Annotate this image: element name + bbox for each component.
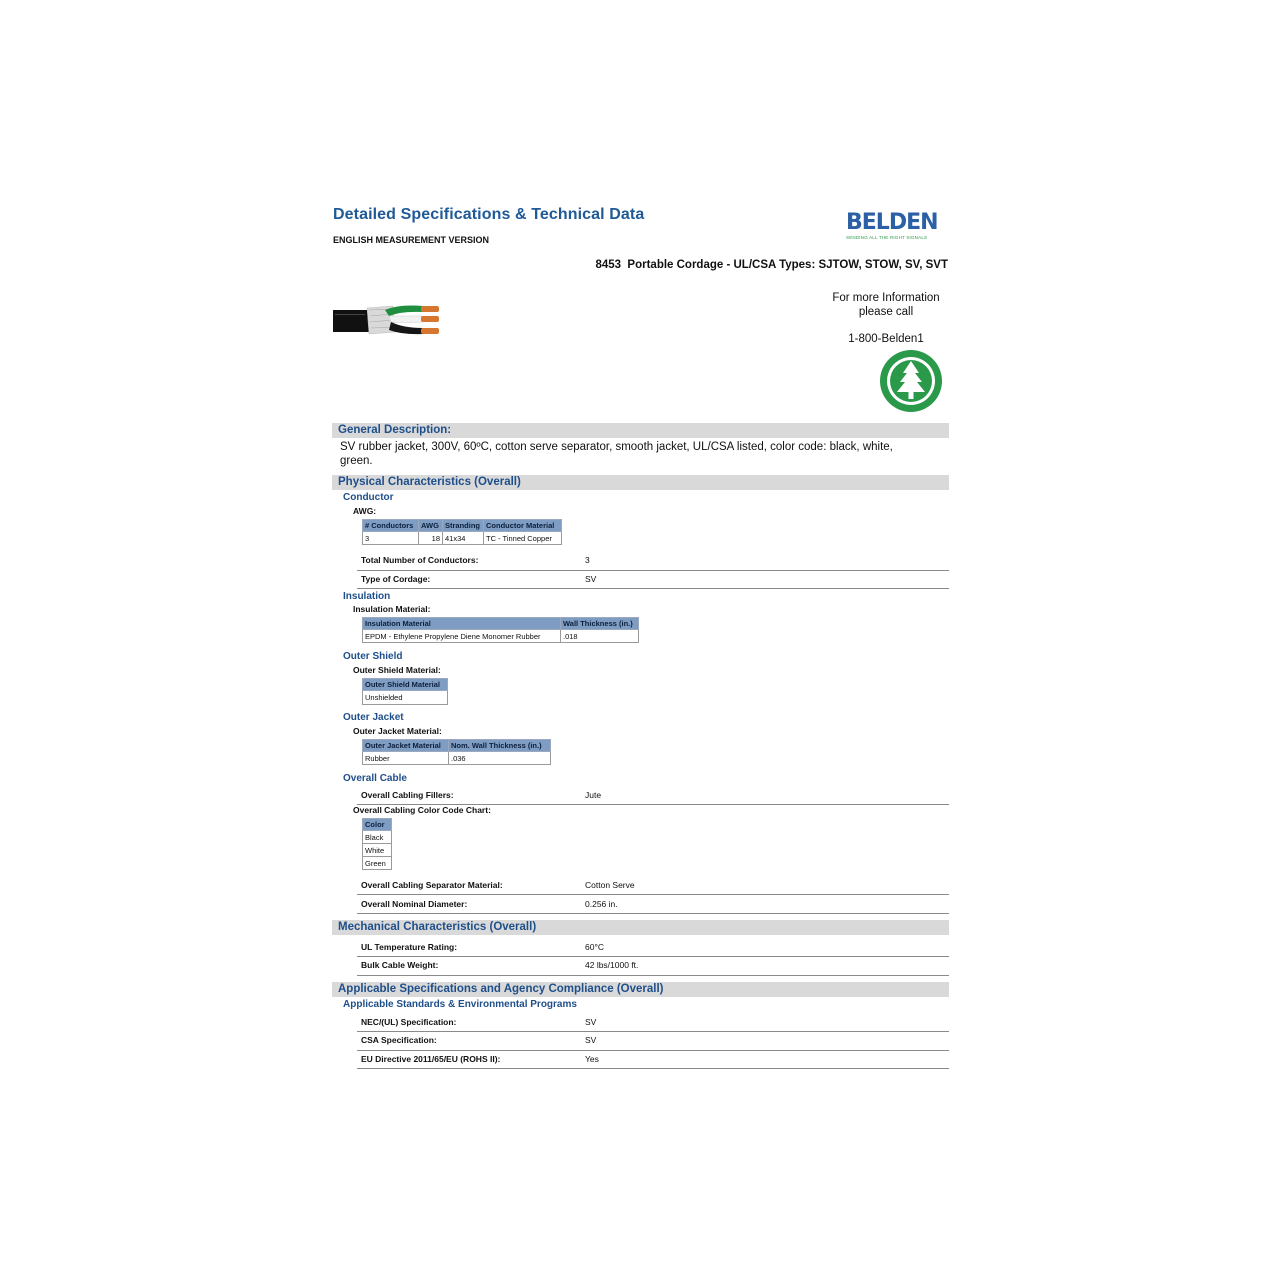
insulation-table bbox=[362, 617, 639, 643]
phone-number: 1-800-Belden1 bbox=[848, 333, 924, 345]
color-code-table bbox=[362, 818, 392, 870]
divider bbox=[357, 1050, 949, 1051]
table-cell: 18 bbox=[419, 532, 443, 545]
column-header: Nom. Wall Thickness (in.) bbox=[449, 740, 551, 752]
divider bbox=[357, 956, 949, 957]
nec-ul-spec-value: SV bbox=[585, 1017, 597, 1027]
table-cell: Green bbox=[363, 857, 392, 870]
table-cell: TC - Tinned Copper bbox=[484, 532, 562, 545]
cordage-type-value: SV bbox=[585, 574, 597, 584]
total-conductors-label: Total Number of Conductors: bbox=[361, 555, 479, 565]
csa-spec-label: CSA Specification: bbox=[361, 1035, 437, 1045]
color-code-chart-label: Overall Cabling Color Code Chart: bbox=[353, 805, 491, 815]
table-row bbox=[363, 691, 448, 705]
fillers-label: Overall Cabling Fillers: bbox=[361, 790, 454, 800]
product-line bbox=[595, 259, 948, 271]
table-cell: .036 bbox=[449, 752, 551, 765]
standards-subheading: Applicable Standards & Environmental Programs bbox=[343, 999, 577, 1010]
cordage-type-label: Type of Cordage: bbox=[361, 574, 431, 584]
column-header: Stranding bbox=[443, 520, 484, 532]
rohs-directive-label: EU Directive 2011/65/EU (ROHS II): bbox=[361, 1054, 501, 1064]
column-header: Outer Jacket Material bbox=[363, 740, 449, 752]
awg-label: AWG: bbox=[353, 506, 377, 516]
outer-shield-heading: Outer Shield bbox=[343, 651, 403, 662]
divider bbox=[357, 913, 949, 914]
nominal-diameter-label: Overall Nominal Diameter: bbox=[361, 899, 468, 909]
divider bbox=[357, 975, 949, 976]
table-cell: .018 bbox=[561, 630, 639, 643]
total-conductors-value: 3 bbox=[585, 555, 590, 565]
divider bbox=[357, 1068, 949, 1069]
outer-jacket-material-label: Outer Jacket Material: bbox=[353, 726, 442, 736]
table-cell: 3 bbox=[363, 532, 419, 545]
table-header-row bbox=[363, 618, 639, 630]
csa-spec-value: SV bbox=[585, 1035, 597, 1045]
table-row bbox=[363, 752, 551, 765]
column-header: Conductor Material bbox=[484, 520, 562, 532]
divider bbox=[357, 894, 949, 895]
separator-material-value: Cotton Serve bbox=[585, 880, 635, 890]
nec-ul-spec-label: NEC/(UL) Specification: bbox=[361, 1017, 457, 1027]
compliance-heading: Applicable Specifications and Agency Compliance (Overall) bbox=[332, 982, 949, 997]
table-cell: Unshielded bbox=[363, 691, 448, 705]
brand-name: BELDEN bbox=[846, 210, 938, 235]
table-row bbox=[363, 831, 392, 844]
table-header-row bbox=[363, 740, 551, 752]
outer-shield-table bbox=[362, 678, 448, 705]
column-header: Wall Thickness (in.) bbox=[561, 618, 639, 630]
rohs-compliant-icon bbox=[879, 349, 943, 413]
table-cell: EPDM - Ethylene Propylene Diene Monomer Rubber bbox=[363, 630, 561, 643]
conductor-heading: Conductor bbox=[343, 492, 394, 503]
table-header-row bbox=[363, 819, 392, 831]
physical-characteristics-heading: Physical Characteristics (Overall) bbox=[332, 475, 949, 490]
measurement-version: ENGLISH MEASUREMENT VERSION bbox=[333, 235, 490, 245]
cable-weight-value: 42 lbs/1000 ft. bbox=[585, 960, 639, 970]
general-description-text: SV rubber jacket, 300V, 60ºC, cotton serve separator, smooth jacket, UL/CSA listed, color code: black, white, green. bbox=[340, 441, 893, 467]
column-header: Insulation Material bbox=[363, 618, 561, 630]
table-cell: White bbox=[363, 844, 392, 857]
column-header: Color bbox=[363, 819, 392, 831]
divider bbox=[357, 1031, 949, 1032]
table-row bbox=[363, 532, 562, 545]
divider bbox=[357, 588, 949, 589]
table-cell: Black bbox=[363, 831, 392, 844]
conductor-table bbox=[362, 519, 562, 545]
divider bbox=[357, 570, 949, 571]
rohs-directive-value: Yes bbox=[585, 1054, 599, 1064]
column-header: # Conductors bbox=[363, 520, 419, 532]
table-cell: Rubber bbox=[363, 752, 449, 765]
general-description-heading: General Description: bbox=[332, 423, 949, 438]
insulation-material-label: Insulation Material: bbox=[353, 604, 431, 614]
separator-material-label: Overall Cabling Separator Material: bbox=[361, 880, 503, 890]
fillers-value: Jute bbox=[585, 790, 602, 800]
outer-jacket-table bbox=[362, 739, 551, 765]
column-header: Outer Shield Material bbox=[363, 679, 448, 691]
table-cell: 41x34 bbox=[443, 532, 484, 545]
table-row bbox=[363, 844, 392, 857]
temperature-rating-label: UL Temperature Rating: bbox=[361, 942, 458, 952]
page-title: Detailed Specifications & Technical Data bbox=[333, 206, 645, 223]
outer-shield-material-label: Outer Shield Material: bbox=[353, 665, 441, 675]
info-line-2: please call bbox=[858, 306, 914, 318]
table-header-row bbox=[363, 679, 448, 691]
table-header-row bbox=[363, 520, 562, 532]
product-number: 8453 bbox=[595, 259, 622, 271]
overall-cable-heading: Overall Cable bbox=[343, 773, 407, 784]
product-description: Portable Cordage - UL/CSA Types: SJTOW, STOW, SV, SVT bbox=[627, 259, 948, 271]
cable-image bbox=[333, 302, 443, 338]
nominal-diameter-value: 0.256 in. bbox=[585, 899, 618, 909]
column-header: AWG bbox=[419, 520, 443, 532]
contact-info bbox=[822, 291, 950, 319]
insulation-heading: Insulation bbox=[343, 591, 391, 602]
table-row bbox=[363, 857, 392, 870]
belden-logo bbox=[846, 211, 936, 243]
table-row bbox=[363, 630, 639, 643]
info-line-1: For more Information bbox=[832, 292, 940, 304]
temperature-rating-value: 60°C bbox=[585, 942, 604, 952]
outer-jacket-heading: Outer Jacket bbox=[343, 712, 404, 723]
mechanical-characteristics-heading: Mechanical Characteristics (Overall) bbox=[332, 920, 949, 935]
brand-tagline: SENDING ALL THE RIGHT SIGNALS bbox=[846, 235, 928, 240]
cable-weight-label: Bulk Cable Weight: bbox=[361, 960, 439, 970]
